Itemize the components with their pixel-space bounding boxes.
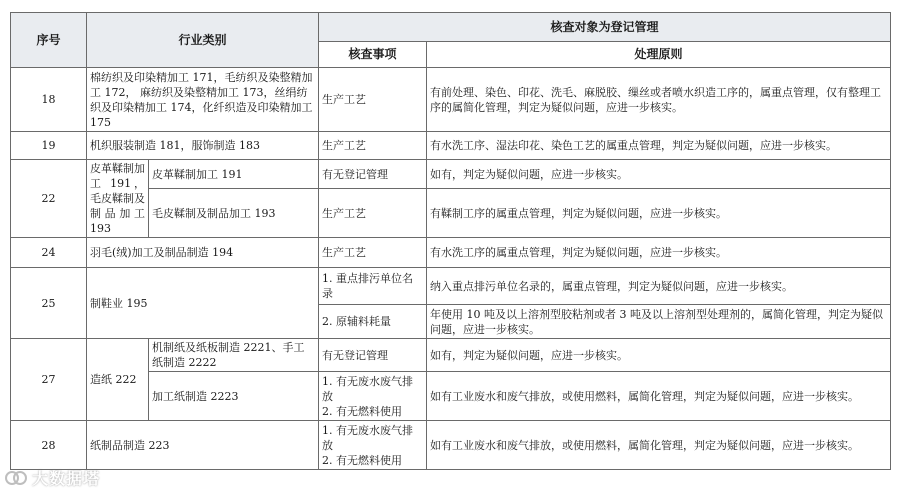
sub-industry-cell: 毛皮鞣制及制品加工 193 (149, 189, 319, 238)
industry-cell: 皮革鞣制加工 191，毛皮鞣制及制品加工 193 (87, 160, 149, 238)
sub-industry-cell: 机制纸及纸板制造 2221、手工纸制造 2222 (149, 339, 319, 372)
principle-cell: 有水洗工序的属重点管理，判定为疑似问题，应进一步核实。 (427, 238, 891, 268)
principle-cell: 年使用 10 吨及以上溶剂型胶粘剂或者 3 吨及以上溶剂型处理剂的，属简化管理，判定为疑似问题，应进一步核实。 (427, 305, 891, 339)
row-number: 28 (11, 421, 87, 470)
check-item-line: 2. 有无燃料使用 (322, 453, 403, 467)
check-item-cell: 生产工艺 (319, 238, 427, 268)
industry-cell: 制鞋业 195 (87, 268, 319, 339)
row-number: 25 (11, 268, 87, 339)
sub-industry-cell: 加工纸制造 2223 (149, 372, 319, 421)
check-item-cell: 有无登记管理 (319, 160, 427, 189)
principle-cell: 有水洗工序、湿法印花、染色工艺的属重点管理，判定为疑似问题，应进一步核实。 (427, 132, 891, 160)
check-item-cell: 2. 原辅料耗量 (319, 305, 427, 339)
principle-cell: 如有工业废水和废气排放，或使用燃料，属简化管理，判定为疑似问题，应进一步核实。 (427, 372, 891, 421)
row-number: 18 (11, 68, 87, 132)
check-item-line: 1. 有无废水废气排放 (322, 374, 414, 403)
check-item-line: 1. 有无废水废气排放 (322, 423, 414, 452)
row-number: 27 (11, 339, 87, 421)
table-row (11, 268, 891, 305)
industry-cell: 棉纺织及印染精加工 171，毛纺织及染整精加工 172， 麻纺织及染整精加工 173，丝绢纺织及印染精加工 174，化纤织造及印染精加工 175 (87, 68, 319, 132)
table-row (11, 68, 891, 132)
watermark-logo-icon (4, 468, 28, 488)
check-item-cell: 有无登记管理 (319, 339, 427, 372)
principle-cell: 有鞣制工序的属重点管理，判定为疑似问题，应进一步核实。 (427, 189, 891, 238)
header-principle: 处理原则 (427, 42, 891, 68)
row-number: 22 (11, 160, 87, 238)
check-item-cell: 生产工艺 (319, 68, 427, 132)
principle-cell: 如有工业废水和废气排放，或使用燃料，属简化管理，判定为疑似问题，应进一步核实。 (427, 421, 891, 470)
check-item-cell (319, 421, 427, 470)
principle-cell: 如有，判定为疑似问题，应进一步核实。 (427, 160, 891, 189)
industry-cell: 羽毛(绒)加工及制品制造 194 (87, 238, 319, 268)
regulation-table (10, 12, 891, 470)
header-industry: 行业类别 (87, 13, 319, 68)
watermark (4, 466, 100, 489)
check-item-cell: 生产工艺 (319, 189, 427, 238)
industry-cell: 纸制品制造 223 (87, 421, 319, 470)
sub-industry-cell: 皮革鞣制加工 191 (149, 160, 319, 189)
table-row (11, 421, 891, 470)
watermark-text: 大数据塔 (32, 469, 101, 488)
check-item-cell: 生产工艺 (319, 132, 427, 160)
table-row (11, 339, 891, 372)
principle-cell: 如有，判定为疑似问题，应进一步核实。 (427, 339, 891, 372)
header-item: 核查事项 (319, 42, 427, 68)
check-item-cell: 1. 重点排污单位名录 (319, 268, 427, 305)
header-seq: 序号 (11, 13, 87, 68)
principle-cell: 纳入重点排污单位名录的，属重点管理，判定为疑似问题，应进一步核实。 (427, 268, 891, 305)
industry-cell: 造纸 222 (87, 339, 149, 421)
row-number: 19 (11, 132, 87, 160)
check-item-cell (319, 372, 427, 421)
industry-cell: 机织服装制造 181，服饰制造 183 (87, 132, 319, 160)
check-item-line: 2. 有无燃料使用 (322, 404, 403, 418)
row-number: 24 (11, 238, 87, 268)
principle-cell: 有前处理、染色、印花、洗毛、麻脱胶、缫丝或者喷水织造工序的，属重点管理，仅有整理工序的属简化管理，判定为疑似问题，应进一步核实。 (427, 68, 891, 132)
table-row (11, 160, 891, 189)
header-group: 核查对象为登记管理 (319, 13, 891, 42)
table-row (11, 132, 891, 160)
table-row (11, 238, 891, 268)
